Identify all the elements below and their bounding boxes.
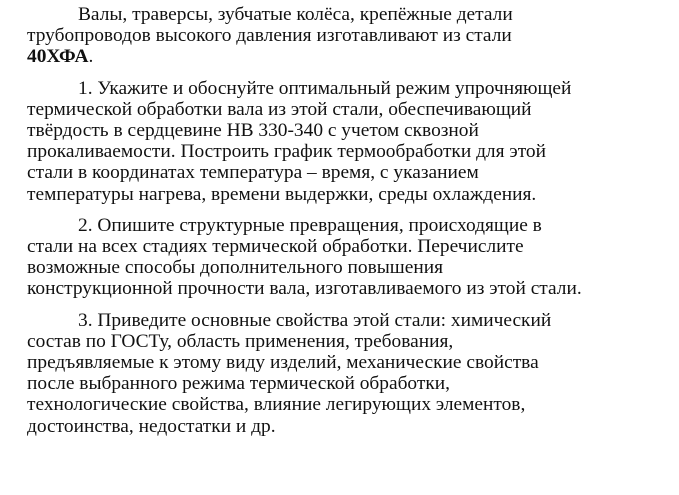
text-line: технологические свойства, влияние легирующих элементов,: [27, 394, 526, 416]
text-line: твёрдость в сердцевине НВ 330-340 с учетом сквозной: [27, 120, 479, 142]
steel-grade: 40ХФА: [27, 46, 89, 68]
text-line: термической обработки вала из этой стали, обеспечивающий: [27, 98, 532, 120]
text-line: достоинства, недостатки и др.: [27, 415, 276, 437]
text-line: прокаливаемости. Построить график термообработки для этой: [27, 141, 546, 163]
text-line: возможные способы дополнительного повышения: [27, 257, 444, 279]
task-1-paragraph: [27, 78, 667, 205]
task-3-paragraph: [27, 310, 667, 437]
text-line: после выбранного режима термической обработки,: [27, 373, 450, 395]
steel-grade-suffix: .: [88, 46, 94, 68]
text-line: стали в координатах температура – время, с указанием: [27, 162, 479, 184]
text-line: 3. Приведите основные свойства этой стали: химический: [78, 309, 552, 331]
intro-paragraph: [27, 4, 667, 68]
text-line: трубопроводов высокого давления изготавливают из стали: [27, 25, 512, 47]
text-line: [27, 46, 667, 67]
text-line: Валы, траверсы, зубчатые колёса, крепёжные детали: [78, 4, 513, 25]
text-line: конструкционной прочности вала, изготавливаемого из этой стали.: [27, 278, 582, 300]
text-line: температуры нагрева, времени выдержки, среды охлаждения.: [27, 183, 537, 205]
document-page: [27, 4, 667, 437]
task-2-paragraph: [27, 215, 667, 300]
text-line: 1. Укажите и обоснуйте оптимальный режим упрочняющей: [78, 77, 572, 99]
text-line: состав по ГОСТу, область применения, требования,: [27, 330, 454, 352]
text-line: предъявляемые к этому виду изделий, механические свойства: [27, 352, 539, 374]
text-line: стали на всех стадиях термической обработки. Перечислите: [27, 236, 524, 258]
text-line: 2. Опишите структурные превращения, происходящие в: [78, 214, 542, 236]
